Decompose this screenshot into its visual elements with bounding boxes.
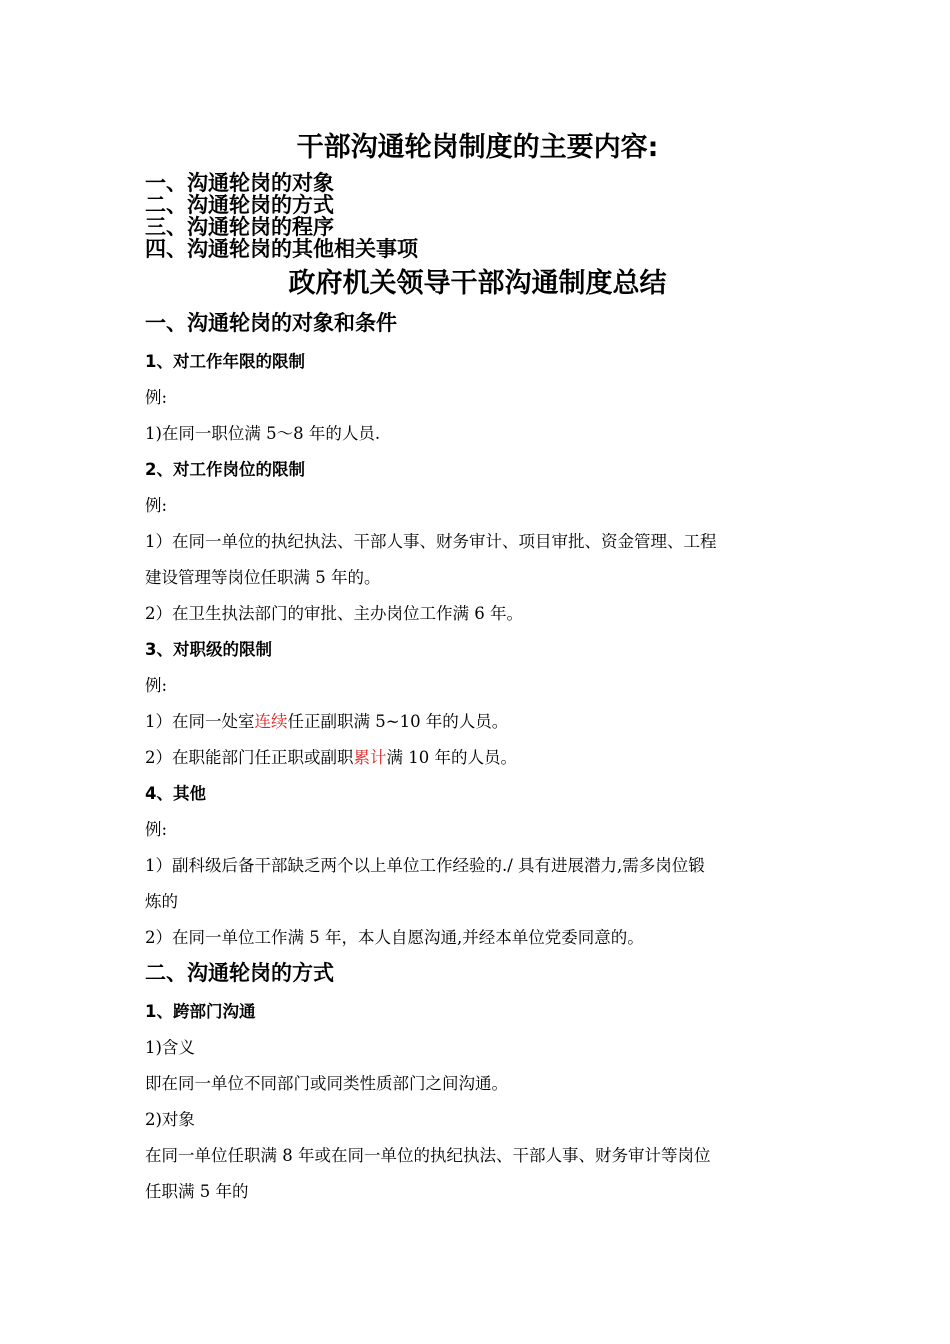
subheading: 3、对职级的限制 <box>145 640 272 659</box>
paragraph: 建设管理等岗位任职满 5 年的。 <box>145 568 381 587</box>
paragraph: 即在同一单位不同部门或同类性质部门之间沟通。 <box>145 1074 508 1093</box>
text-run: 满 10 年的人员。 <box>386 748 517 767</box>
example-label: 例: <box>145 820 168 839</box>
toc-item: 一、沟通轮岗的对象 <box>145 171 334 195</box>
example-label: 例: <box>145 496 168 515</box>
paragraph: 2）在同一单位工作满 5 年，本人自愿沟通,并经本单位党委同意的。 <box>145 928 644 947</box>
text-run: 1）在同一处室 <box>145 712 255 731</box>
subheading: 4、其他 <box>145 784 206 803</box>
toc-item: 二、沟通轮岗的方式 <box>145 193 334 217</box>
section-heading-2: 二、沟通轮岗的方式 <box>145 961 334 985</box>
paragraph: 1)含义 <box>145 1038 195 1057</box>
text-run: 2）在职能部门任正职或副职 <box>145 748 354 767</box>
subheading: 1、跨部门沟通 <box>145 1002 256 1021</box>
subheading: 1、对工作年限的限制 <box>145 352 305 371</box>
paragraph: 在同一单位任职满 8 年或在同一单位的执纪执法、干部人事、财务审计等岗位 <box>145 1146 711 1165</box>
paragraph: 1）副科级后备干部缺乏两个以上单位工作经验的./ 具有进展潜力,需多岗位锻 <box>145 856 705 875</box>
example-label: 例: <box>145 388 168 407</box>
paragraph: 1）在同一单位的执纪执法、干部人事、财务审计、项目审批、资金管理、工程 <box>145 532 717 551</box>
highlighted-text: 累计 <box>353 748 387 767</box>
toc-item: 四、沟通轮岗的其他相关事项 <box>145 237 418 261</box>
document-body <box>145 128 810 1210</box>
highlighted-text: 连续 <box>254 712 288 731</box>
subheading: 2、对工作岗位的限制 <box>145 460 305 479</box>
paragraph: 2）在卫生执法部门的审批、主办岗位工作满 6 年。 <box>145 604 523 623</box>
document-title: 干部沟通轮岗制度的主要内容: <box>296 132 659 163</box>
paragraph: 任职满 5 年的 <box>145 1182 249 1201</box>
paragraph: 炼的 <box>145 892 178 911</box>
example-label: 例: <box>145 676 168 695</box>
paragraph <box>145 740 810 776</box>
section-title: 政府机关领导干部沟通制度总结 <box>288 268 667 299</box>
paragraph <box>145 704 810 740</box>
section-heading-1: 一、沟通轮岗的对象和条件 <box>145 311 397 335</box>
paragraph: 1)在同一职位满 5～8 年的人员. <box>145 424 381 443</box>
toc-item: 三、沟通轮岗的程序 <box>145 215 334 239</box>
paragraph: 2)对象 <box>145 1110 195 1129</box>
text-run: 任正副职满 5~10 年的人员。 <box>287 712 509 731</box>
